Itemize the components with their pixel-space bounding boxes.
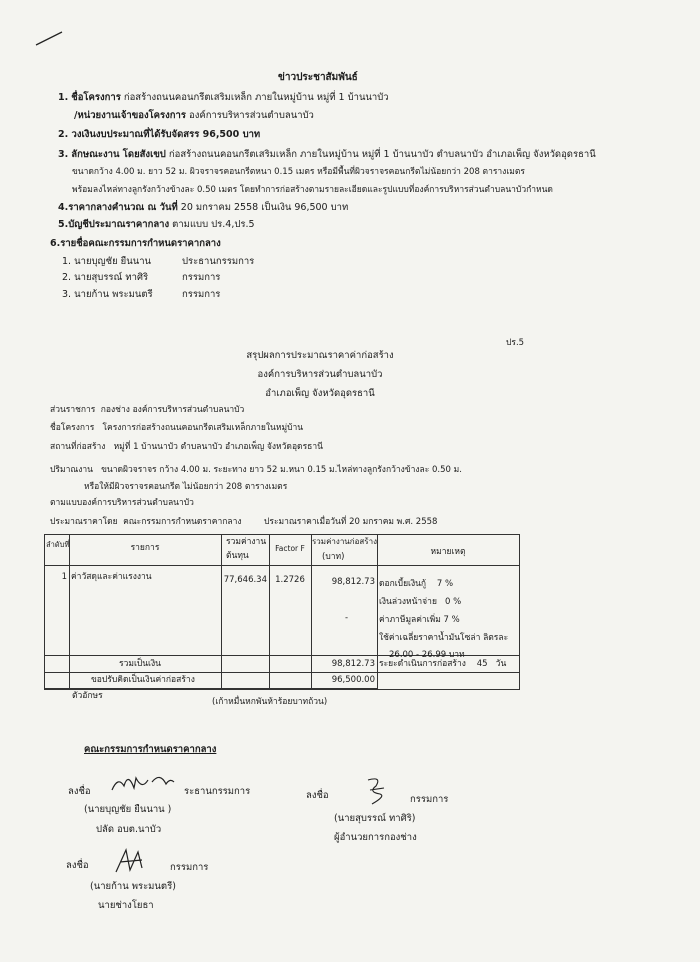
sign-name: (นายก้าน พระมนตรี): [90, 881, 176, 892]
form-code: ปร.5: [506, 338, 525, 348]
in-words-label: ตัวอักษร: [72, 691, 103, 701]
header-cost-sub: ต้นทุน: [226, 551, 249, 561]
summary-title: สรุปผลการประมาณราคาค่าก่อสร้าง: [246, 350, 394, 361]
item-1-agency: /หน่วยงานเจ้าของโครงการ องค์การบริหารส่วนตำบลนาบัว: [74, 110, 314, 121]
item-3: 3. ลักษณะงาน โดยสังเขป ก่อสร้างถนนคอนกรีตเสริมเหล็ก ภายในหมู่บ้าน หมู่ที่ 1 บ้านนาบัว ตำบลนาบัว อำเภอเพ็ญ จังหวัดอุดรธานี: [58, 149, 596, 160]
item-3-line-2: ขนาดกว้าง 4.00 ม. ยาว 52 ม. ผิวจราจรคอนกรีตหนา 0.15 เมตร หรือมีพื้นที่ผิวจราจรคอนกรีตไม่น้อยกว่า 208 ตารางเมตร: [72, 167, 525, 177]
committee-role: กรรมการ: [182, 289, 221, 300]
row-factor: 1.2726: [275, 575, 305, 585]
remark-diesel: ใช้ค่าเฉลี่ยราคาน้ำมันโซล่า ลิตรละ: [379, 633, 509, 643]
remark-diesel-range: 26.00 - 26.99 บาท: [389, 650, 465, 660]
detail-estimate-date: ประมาณราคาเมื่อวันที่ 20 มกราคม พ.ศ. 2558: [264, 517, 438, 527]
committee-member: 2. นายสุบรรณ์ ทาศิริ: [62, 272, 149, 283]
committee-member: 1. นายบุญชัย ยืนนาน: [62, 256, 152, 267]
committee-role: ประธานกรรมการ: [182, 256, 255, 267]
rounded-value: 96,500.00: [331, 675, 375, 685]
duration: ระยะดำเนินการก่อสร้าง 45 วัน: [379, 659, 507, 669]
remark-advance: เงินล่วงหน้าจ่าย 0 %: [379, 597, 462, 607]
committee-member: 3. นายก้าน พระมนตรี: [62, 289, 153, 300]
remark-vat: ค่าภาษีมูลค่าเพิ่ม 7 %: [379, 615, 460, 625]
detail-project: ชื่อโครงการ โครงการก่อสร้างถนนคอนกรีตเสริมเหล็กภายในหมู่บ้าน: [50, 423, 304, 433]
rounded-label: ขอปรับคิดเป็นเงินค่าก่อสร้าง: [91, 675, 195, 685]
committee-heading: คณะกรรมการกำหนดราคากลาง: [84, 744, 217, 755]
sign-name: (นายสุบรรณ์ ทาศิริ): [334, 813, 416, 824]
committee-role: กรรมการ: [182, 272, 221, 283]
sum-label: รวมเป็นเงิน: [119, 659, 161, 669]
detail-quantity-alt: หรือให้มีผิวจราจรคอนกรีต ไม่น้อยกว่า 208 ตารางเมตร: [84, 482, 288, 492]
summary-district: อำเภอเพ็ญ จังหวัดอุดรธานี: [265, 388, 375, 399]
signature-1: [108, 768, 178, 798]
header-cost: รวมค่างาน: [226, 537, 267, 547]
row-no: 1: [61, 572, 67, 582]
detail-agency: ส่วนราชการ กองช่าง องค์การบริหารส่วนตำบลนาบัว: [50, 405, 245, 415]
sign-position: นายช่างโยธา: [98, 900, 154, 911]
estimate-table: [44, 534, 520, 690]
detail-estimator: ประมาณราคาโดย คณะกรรมการกำหนดราคากลาง: [50, 517, 242, 527]
header-no: ลำดับที่: [46, 540, 70, 549]
pen-mark: [34, 30, 64, 48]
header-total-sub: (บาท): [322, 552, 345, 562]
sum-value: 98,812.73: [331, 659, 375, 669]
detail-quantity: ปริมาณงาน ขนาดผิวจราจร กว้าง 4.00 ม. ระยะทาง ยาว 52 ม.หนา 0.15 ม.ไหล่ทางลูกรังกว้างข้างละ 0.50 ม.: [50, 465, 462, 475]
item-5: 5.บัญชีประมาณราคากลาง ตามแบบ ปร.4,ปร.5: [58, 219, 255, 230]
row-item: ค่าวัสดุและค่าแรงงาน: [71, 572, 152, 582]
announcement-title: ข่าวประชาสัมพันธ์: [278, 72, 358, 83]
sign-role: กรรมการ: [410, 794, 449, 805]
sign-position: ปลัด อบต.นาบัว: [96, 824, 162, 835]
remark-interest: ดอกเบี้ยเงินกู้ 7 %: [379, 579, 454, 589]
header-total: รวมค่างานก่อสร้าง: [312, 537, 377, 546]
in-words: (เก้าหมื่นหกพันห้าร้อยบาทถ้วน): [212, 697, 328, 707]
row-dash: -: [345, 613, 349, 623]
item-2: 2. วงเงินงบประมาณที่ได้รับจัดสรร 96,500 บาท: [58, 129, 261, 140]
signature-3: [112, 846, 148, 876]
sign-position: ผู้อำนวยการกองช่าง: [334, 832, 417, 843]
header-item: รายการ: [130, 543, 160, 553]
sign-label: ลงชื่อ: [66, 860, 89, 871]
sign-label: ลงชื่อ: [68, 786, 91, 797]
signature-2: [362, 774, 390, 810]
item-4: 4.ราคากลางคำนวณ ณ วันที่ 20 มกราคม 2558 เป็นเงิน 96,500 บาท: [58, 202, 349, 213]
sign-name: (นายบุญชัย ยืนนาน ): [84, 804, 172, 815]
sign-label: ลงชื่อ: [306, 790, 329, 801]
sign-role: กรรมการ: [170, 862, 209, 873]
detail-location: สถานที่ก่อสร้าง หมู่ที่ 1 บ้านนาบัว ตำบลนาบัว อำเภอเพ็ญ จังหวัดอุดรธานี: [50, 442, 323, 452]
header-remark: หมายเหตุ: [430, 547, 466, 557]
item-6: 6.รายชื่อคณะกรรมการกำหนดราคากลาง: [50, 238, 221, 249]
summary-org: องค์การบริหารส่วนตำบลนาบัว: [257, 369, 383, 380]
row-cost: 77,646.34: [223, 575, 267, 585]
sign-role: ระธานกรรมการ: [184, 786, 251, 797]
header-factor: Factor F: [275, 544, 305, 553]
item-3-line-3: พร้อมลงไหล่ทางลูกรังกว้างข้างละ 0.50 เมตร โดยทำการก่อสร้างตามรายละเอียดและรูปแบบที่องค์การบริหารส่วนตำบลนาบัวกำหนด: [72, 185, 553, 195]
row-total: 98,812.73: [331, 577, 375, 587]
detail-design: ตามแบบองค์การบริหารส่วนตำบลนาบัว: [50, 498, 194, 508]
item-1: 1. ชื่อโครงการ ก่อสร้างถนนคอนกรีตเสริมเหล็ก ภายในหมู่บ้าน หมู่ที่ 1 บ้านนาบัว: [58, 92, 389, 103]
